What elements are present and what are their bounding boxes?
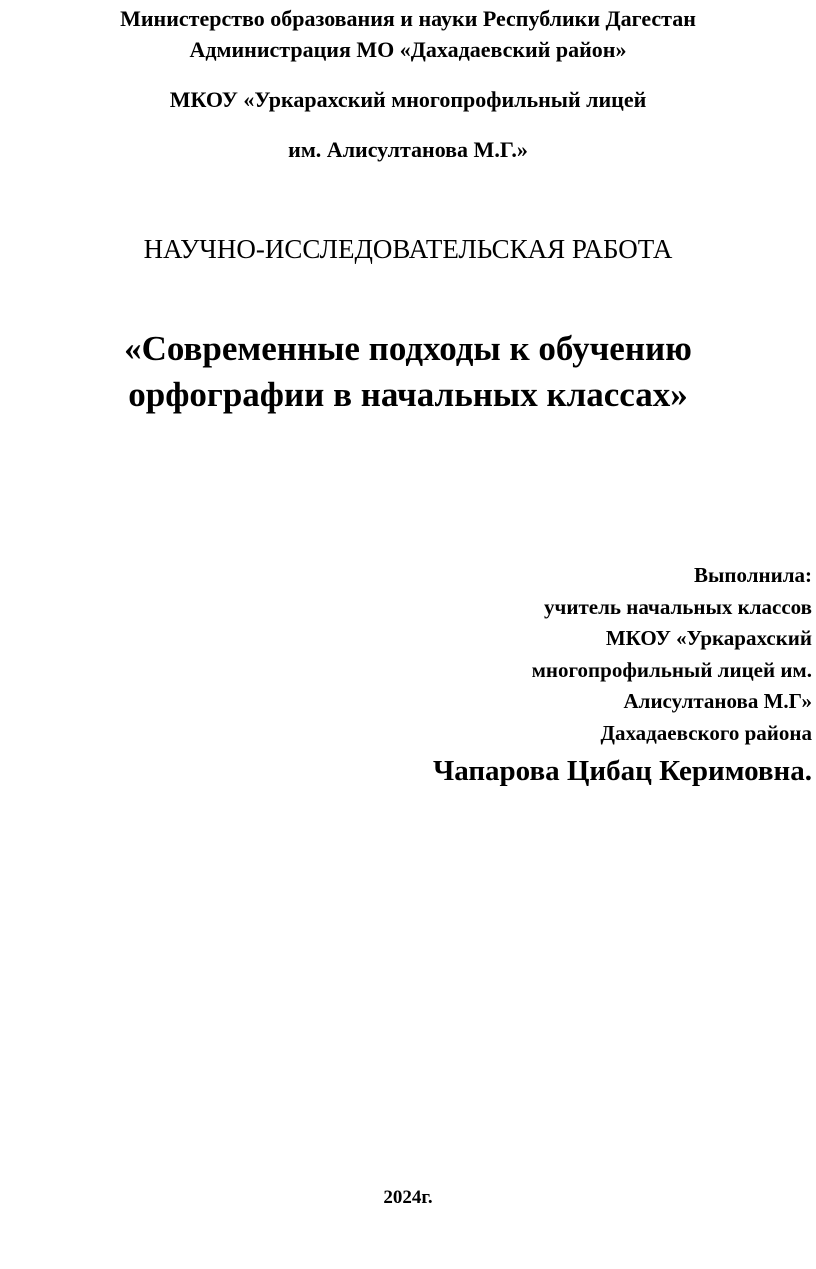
school-name-line-1: МКОУ «Уркарахский многопрофильный лицей: [169, 87, 647, 112]
document-year: 2024г.: [383, 1187, 433, 1208]
school-name-line-2: им. Алисултанова М.Г.»: [288, 137, 528, 162]
document-type: НАУЧНО-ИССЛЕДОВАТЕЛЬСКАЯ РАБОТА: [143, 234, 673, 264]
author-org-line-2: многопрофильный лицей им.: [531, 657, 812, 682]
author-block: [292, 560, 812, 789]
author-org-line-3: Алисултанова М.Г»: [623, 689, 812, 713]
document-title-line-1: «Современные подходы к обучению: [124, 329, 692, 368]
document-title-line-2: орфографии в начальных классах»: [128, 375, 688, 414]
author-name: Чапарова Цибац Керимовна.: [432, 755, 812, 787]
author-label: Выполнила:: [694, 563, 812, 587]
ministry-heading: Министерство образования и науки Республики Дагестан: [120, 6, 696, 31]
author-position: учитель начальных классов: [544, 594, 812, 619]
administration-heading: Администрация МО «Дахадаевский район»: [189, 37, 627, 62]
author-org-line-1: МКОУ «Уркарахский: [605, 626, 812, 650]
author-district: Дахадаевского района: [600, 720, 812, 745]
